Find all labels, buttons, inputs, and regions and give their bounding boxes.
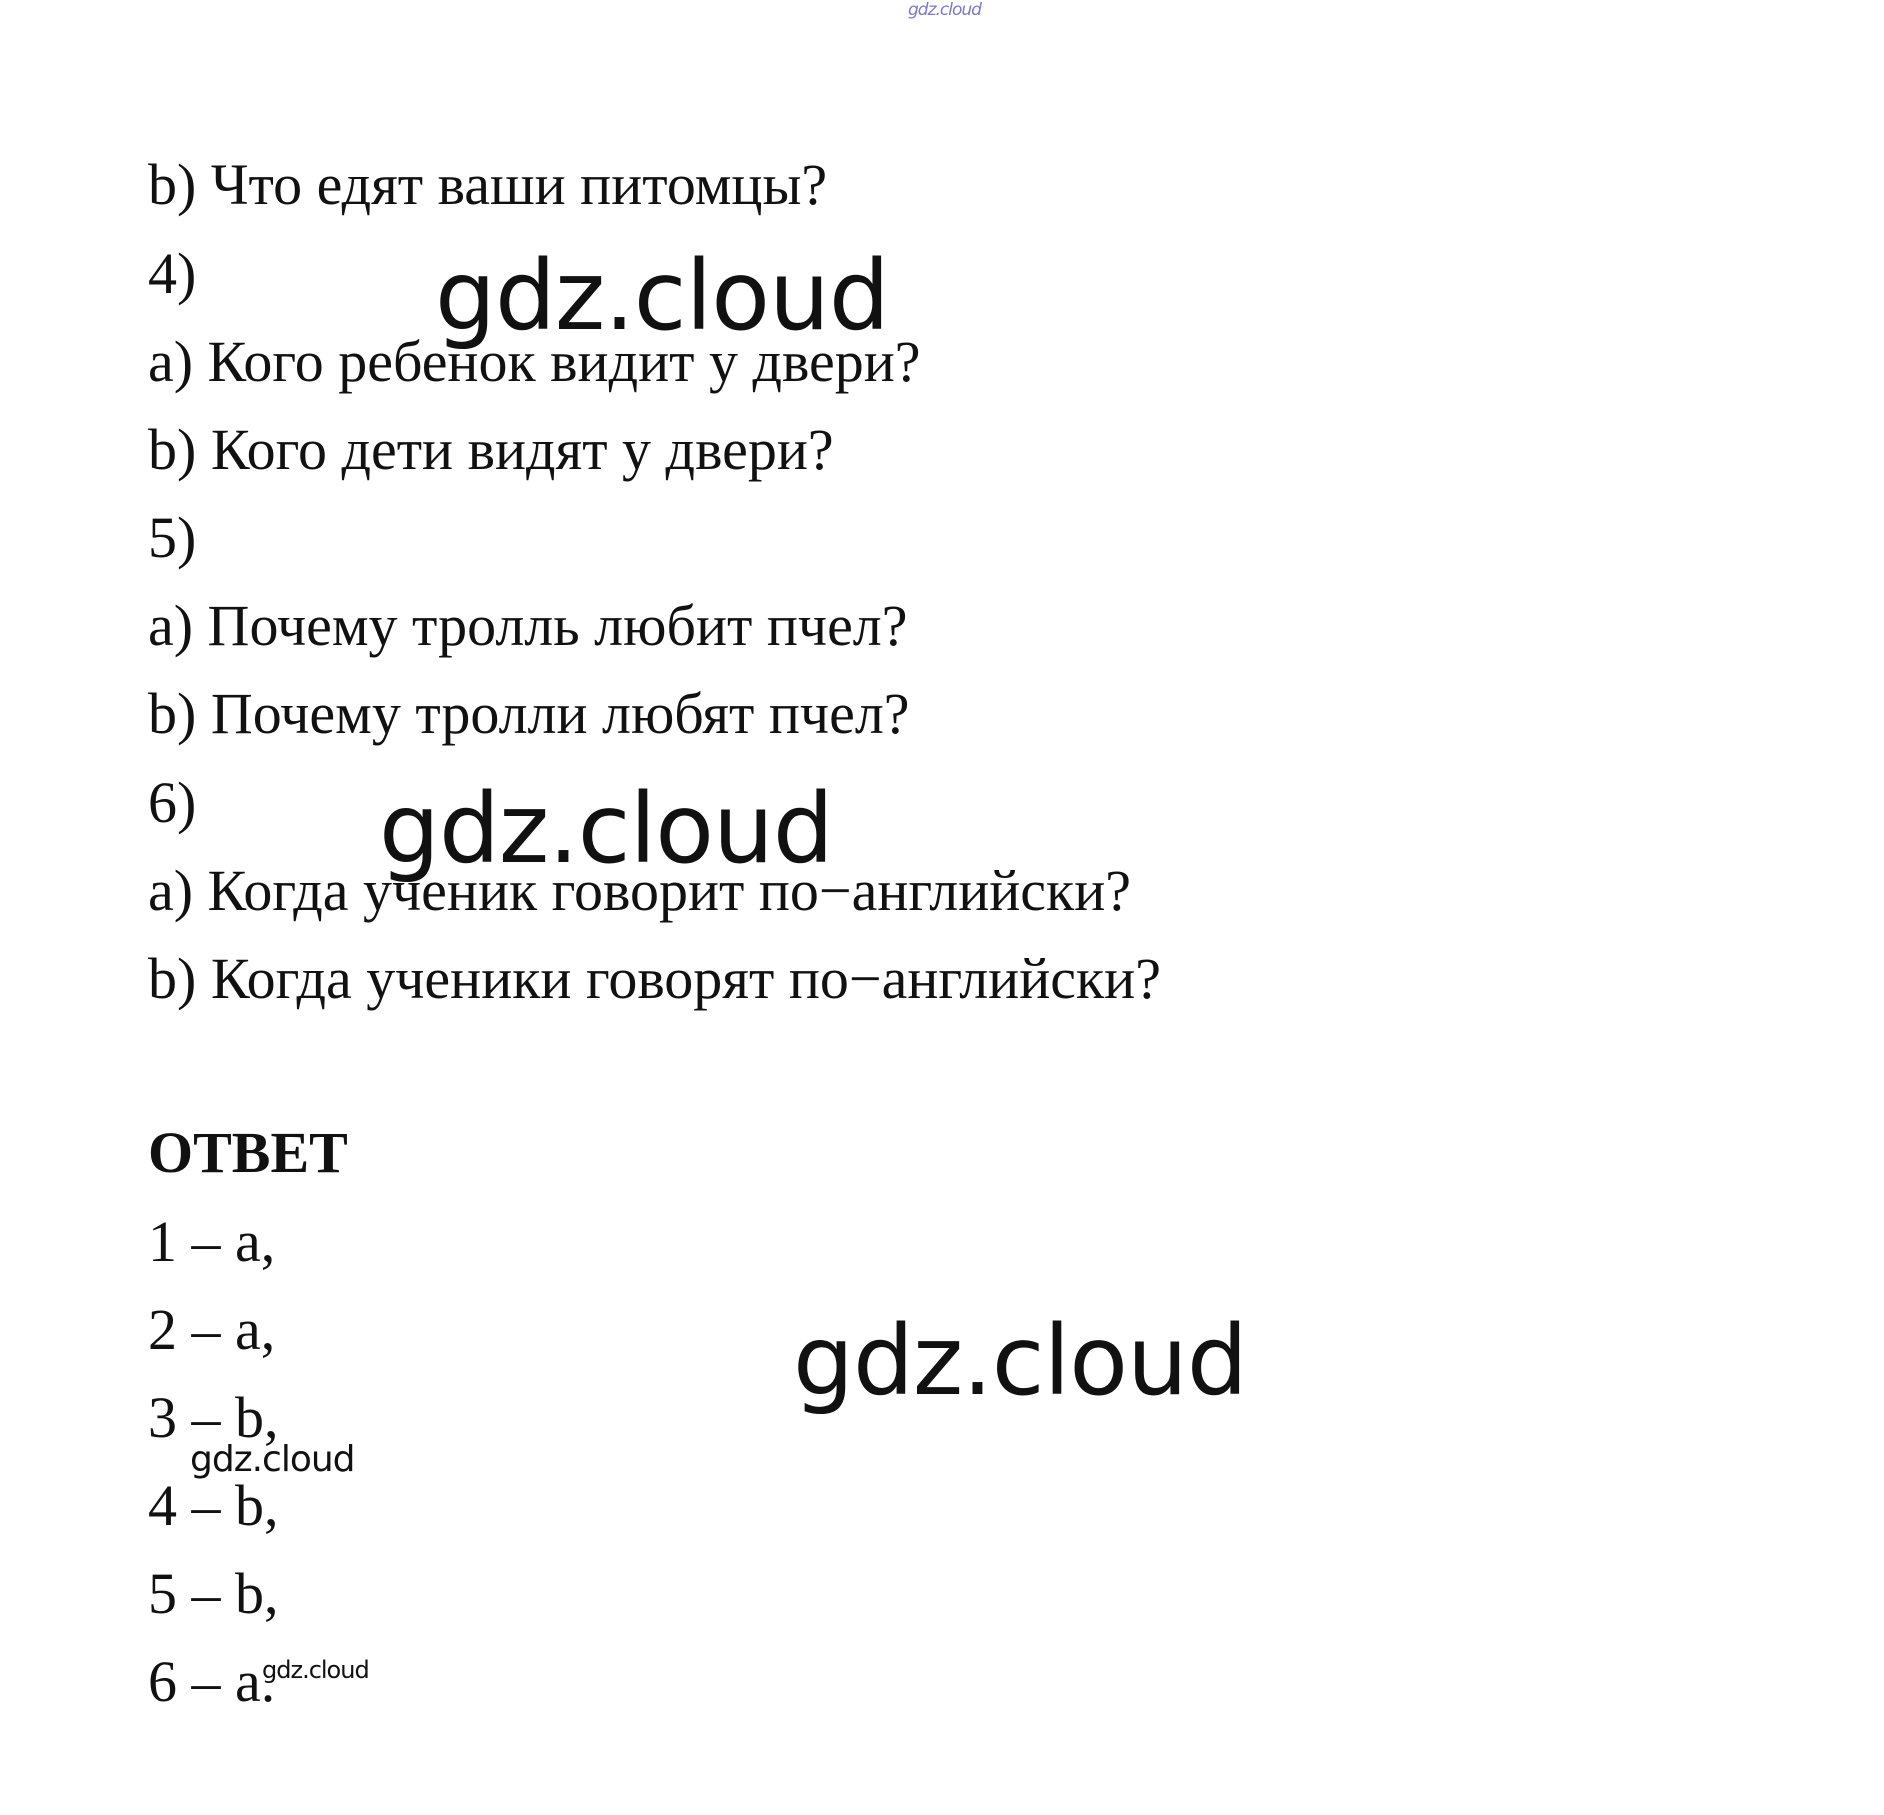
question-6-number: 6) (148, 770, 197, 835)
answer-item-6: 6 – a. (148, 1649, 276, 1714)
answer-item-1: 1 – a, (148, 1209, 276, 1274)
question-6a: a) Когда ученик говорит по−английски? (148, 858, 1131, 923)
answer-title: ОТВЕТ (148, 1120, 348, 1185)
watermark-large-3: gdz.cloud (793, 1305, 1247, 1417)
watermark-large-2: gdz.cloud (379, 773, 833, 885)
question-5-number: 5) (148, 505, 197, 570)
question-4-number: 4) (148, 241, 197, 306)
answer-item-2: 2 – a, (148, 1297, 276, 1362)
watermark-top: gdz.cloud (908, 0, 981, 20)
watermark-small: gdz.cloud (190, 1439, 355, 1480)
question-6b: b) Когда ученики говорят по−английски? (148, 946, 1161, 1011)
question-3b: b) Что едят ваши питомцы? (148, 152, 828, 217)
watermark-large-1: gdz.cloud (435, 240, 889, 352)
question-4b: b) Кого дети видят у двери? (148, 417, 834, 482)
question-4a: a) Кого ребенок видит у двери? (148, 329, 921, 394)
question-5b: b) Почему тролли любят пчел? (148, 681, 910, 746)
watermark-tiny: gdz.cloud (262, 1656, 369, 1684)
answer-item-3: 3 – b, (148, 1385, 279, 1450)
answer-item-4: 4 – b, (148, 1473, 279, 1538)
answer-item-5: 5 – b, (148, 1561, 279, 1626)
question-5a: a) Почему тролль любит пчел? (148, 593, 908, 658)
